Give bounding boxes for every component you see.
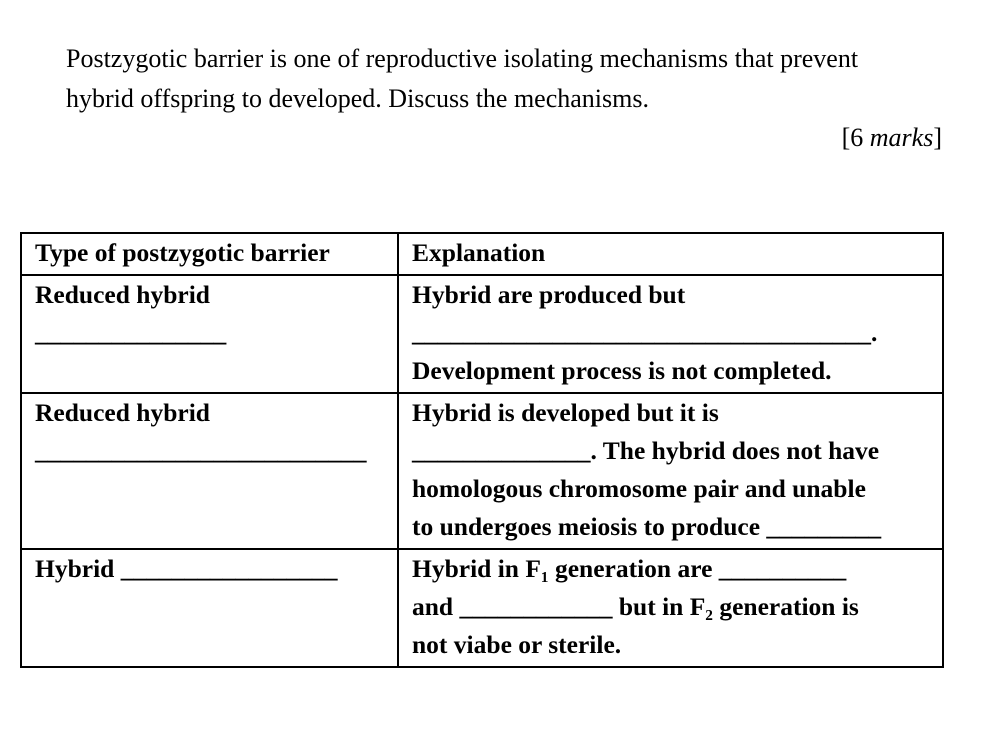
cell-line: and ____________ but in F₂ generation is <box>412 592 859 621</box>
cell-line: Hybrid _________________ <box>35 554 338 583</box>
type-cell <box>21 549 398 667</box>
cell-line: to undergoes meiosis to produce _________ <box>412 512 882 541</box>
postzygotic-barrier-table <box>20 232 944 668</box>
cell-line: Reduced hybrid <box>35 398 210 427</box>
question-line: hybrid offspring to developed. Discuss the mechanisms. <box>66 84 649 113</box>
marks-word: marks <box>869 123 934 152</box>
explanation-cell <box>398 275 943 393</box>
table-row <box>21 549 943 667</box>
cell-line: Reduced hybrid <box>35 280 210 309</box>
cell-line: Hybrid is developed but it is <box>412 398 719 427</box>
question-text <box>66 39 946 119</box>
marks-open: [6 <box>841 123 870 152</box>
cell-line: Hybrid are produced but <box>412 280 686 309</box>
cell-line: not viabe or sterile. <box>412 630 622 659</box>
answer-blank: ____________________________________. <box>412 318 878 347</box>
header-explanation: Explanation <box>398 233 943 275</box>
type-cell <box>21 275 398 393</box>
explanation-cell <box>398 393 943 549</box>
cell-line: Hybrid in F₁ generation are __________ <box>412 554 847 583</box>
explanation-cell <box>398 549 943 667</box>
answer-blank: __________________________ <box>35 436 367 465</box>
table-row <box>21 393 943 549</box>
cell-line: Development process is not completed. <box>412 356 832 385</box>
question-line: Postzygotic barrier is one of reproductive isolating mechanisms that prevent <box>66 44 859 73</box>
table-row <box>21 275 943 393</box>
marks-close: ] <box>933 123 942 152</box>
marks-label <box>842 118 942 158</box>
table-header-row <box>21 233 943 275</box>
header-type: Type of postzygotic barrier <box>21 233 398 275</box>
cell-line: ______________. The hybrid does not have <box>412 436 880 465</box>
answer-blank: _______________ <box>35 318 227 347</box>
cell-line: homologous chromosome pair and unable <box>412 474 866 503</box>
type-cell <box>21 393 398 549</box>
